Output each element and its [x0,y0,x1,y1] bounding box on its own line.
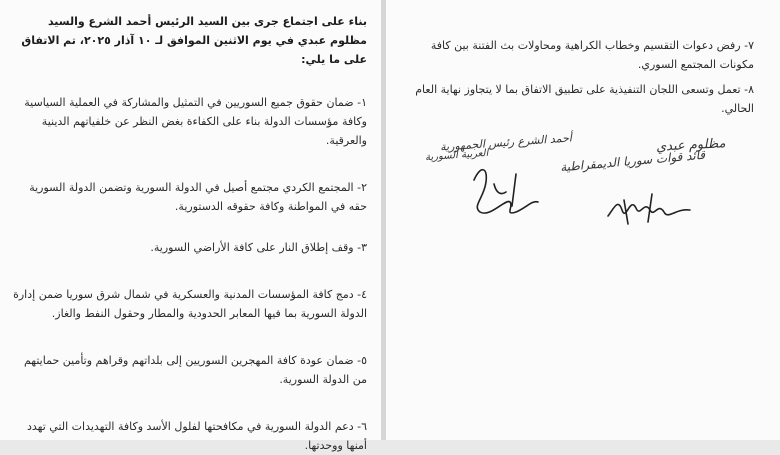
signature-left-name: أحمد الشرع رئيس الجمهورية [439,131,573,154]
clause-3: ٣- وقف إطلاق النار على كافة الأراضي السورية. [150,241,367,254]
signature-scribble-left [466,162,546,222]
clause-6: ٦- دعم الدولة السورية في مكافحتها لفلول الأسد وكافة التهديدات التي تهدد أمنها ووحدتها. [26,420,367,452]
clause-8: ٨- تعمل وتسعى اللجان التنفيذية على تطبيق الاتفاق بما لا يتجاوز نهاية العام الحالي. [415,83,754,115]
signature-left-title: العربية السورية [424,147,489,164]
clause-7: ٧- رفض دعوات التقسيم وخطاب الكراهية ومحاولات بث الفتنة بين كافة مكونات المجتمع السوري. [430,39,754,71]
signature-scribble-right [604,188,694,228]
signature-right-title: قائد قوات سوريا الديمقراطية [559,147,706,175]
agreement-intro: بناء على اجتماع جرى بين السيد الرئيس أحمد الشرع والسيد مظلوم عبدي في يوم الاثنين الموافق لـ ١٠ آذار ٢٠٢٥، تم الاتفاق على ما يلي: [21,15,367,66]
clause-4: ٤- دمج كافة المؤسسات المدنية والعسكرية في شمال شرق سوريا ضمن إدارة الدولة السورية بما فيها المعابر الحدودية والمطار وحقول النفط والغاز. [13,288,367,320]
left-page [0,0,381,452]
right-page [386,0,780,440]
clause-2: ٢- المجتمع الكردي مجتمع أصيل في الدولة السورية وتضمن الدولة السورية حقه في المواطنة وكافة حقوقه الدستورية. [29,181,367,213]
signature-right-name: مظلوم عبدي [655,136,726,155]
clause-5: ٥- ضمان عودة كافة المهجرين السوريين إلى بلداتهم وقراهم وتأمين حمايتهم من الدولة السورية. [23,354,367,386]
clause-1: ١- ضمان حقوق جميع السوريين في التمثيل والمشاركة في العملية السياسية وكافة مؤسسات الدولة بناء على الكفاءة بغض النظر عن خلفياتهم الدينية والعرقية. [24,96,367,147]
